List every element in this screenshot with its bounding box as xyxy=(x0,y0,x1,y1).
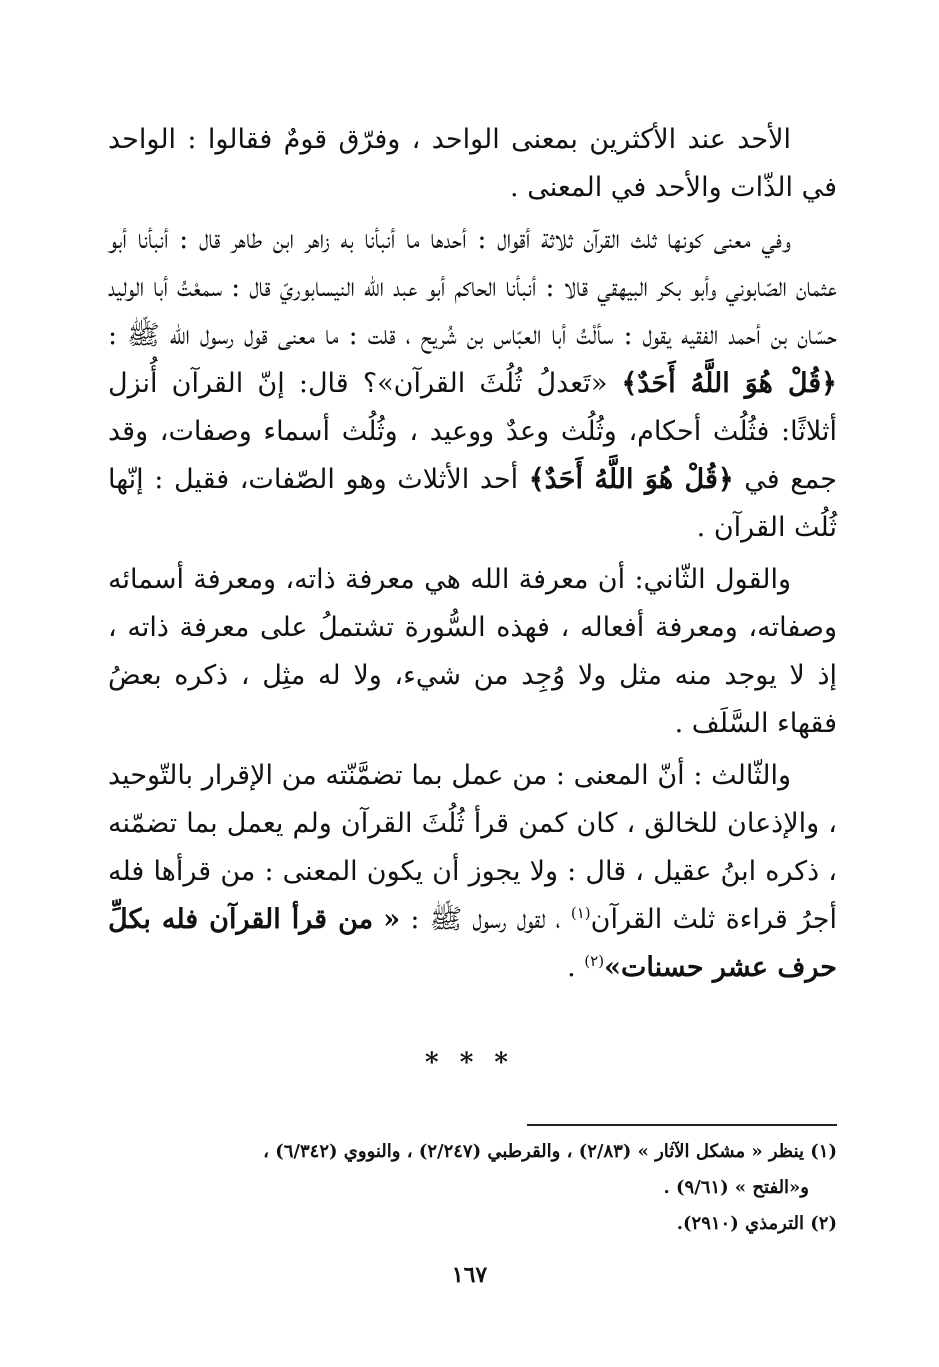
footnotes xyxy=(108,1134,837,1242)
main-text xyxy=(108,116,837,996)
paragraph-4-text-a: والثّالث : أنّ المعنى : من عمل بما تضمَّنّته من الإقرار بالتّوحيد ، والإذعان للخالق ، كان كمن قرأ ثُلُثَ القرآن ولم يعمل بما تضمّنه ، ذكره ابنُ عقيل ، قال : ولا يجوز أن يكون المعنى : من قرأها فله أجرُ قراءة ثلث القرآن xyxy=(108,760,837,935)
footnote-2: (٢) الترمذي (٢٩١٠). xyxy=(676,1213,837,1234)
paragraph-3 xyxy=(108,556,837,748)
hadith-close-quote: » xyxy=(604,952,621,983)
hadith-open-quote: « xyxy=(383,904,401,935)
footnote-rule xyxy=(527,1124,837,1126)
paragraph-2-text-a: وفي معنى كونها ثلث القرآن ثلاثة أقوال : أحدها ما أنبأنا به زاهر ابن طاهر قال : أنبأنا أبو عثمان الصّابوني وأبو بكر البيهقي قالا : أنبأنا الحاكم أبو عبد الله النيسابوريّ قال : سمعْتُ أبا الوليد حسّان بن أحمد الفقيه يقول : سألْتُ أبا العبّاس بن شُريح ، قلت : ما معنى قول رسول الله ﷺ : xyxy=(108,224,837,351)
footnote-1: (١) ينظر « مشكل الآثار » (٢/٨٣) ، والقرطبي (٢/٢٤٧) ، والنووي (٦/٣٤٢) ، xyxy=(263,1141,837,1162)
footnote-1-cont: و«الفتح » (٩/٦١) . xyxy=(663,1177,809,1198)
paragraph-3-text: والقول الثّاني: أن معرفة الله هي معرفة ذاته، ومعرفة أسمائه وصفاته، ومعرفة أفعاله ، فهذه السُّورة تشتملُ على معرفة ذاته ، إذ لا يوجد منه مثل ولا وُجِد من شيء، ولا له مثِل ، ذكره بعضُ فقهاء السَّلَف . xyxy=(108,564,837,739)
paragraph-4-end: . xyxy=(567,952,576,983)
paragraph-4-text-b: ، لقول رسول ﷺ : xyxy=(410,904,561,935)
quran-verse-2: ﴿قُلْ هُوَ اللَّهُ أَحَدٌ﴾ xyxy=(528,464,734,495)
paragraph-1-text: الأحد عند الأكثرين بمعنى الواحد ، وفرّق قومٌ فقالوا : الواحد في الذّات والأحد في المعنى . xyxy=(108,124,837,203)
paragraph-2-text-b: تَعدلُ ثُلُثَ القرآن»؟ قال: إنّ القرآن أُنزل أثلاثًا: فثُلُث أحكام، وثُلُث وعدٌ ووعيد ، وثُلُث أسماء وصفات، وقد جمع في xyxy=(108,368,837,495)
paragraph-4 xyxy=(108,752,837,992)
footnote-ref-2[interactable]: (٢) xyxy=(584,952,605,970)
hadith-text: من قرأ القرآن فله بكلِّ حرف عشر حسنات xyxy=(108,904,837,983)
quran-verse: ﴿قُلْ هُوَ اللَّهُ أَحَدٌ﴾ xyxy=(621,368,837,399)
paragraph-2-text-c: أحد الأثلاث وهو الصّفات، فقيل : إنّها ثُلُث القرآن . xyxy=(108,464,837,543)
section-divider: * * * xyxy=(425,1048,514,1078)
footnote-ref-1[interactable]: (١) xyxy=(570,904,591,922)
paragraph-2: وفي معنى كونها ثلث القرآن ثلاثة أقوال : أحدها ما أنبأنا به زاهر ابن طاهر قال : أنبأنا أبو عثمان الصّابوني وأبو بكر البيهقي قالا : أنبأنا الحاكم أبو عبد الله النيسابوريّ قال : سمعْتُ أبا الوليد حسّان بن أحمد الفقيه يقول : سألْتُ أبا العبّاس بن شُريح ، قلت : ما معنى قول رسول الله ﷺ : ﴿قُلْ هُوَ اللَّهُ أَحَدٌ﴾ «تَعدلُ ثُلُثَ القرآن»؟ قال: إنّ القرآن أُنزل أثلاثًا: فثُلُث أحكام، وثُلُث وعدٌ ووعيد ، وثُلُث أسماء وصفات، وقد جمع في ﴿قُلْ هُوَ اللَّهُ أَحَدٌ﴾ أحد الأثلاث وهو الصّفات، فقيل : إنّها ثُلُث القرآن . xyxy=(108,224,837,543)
paragraph-1 xyxy=(108,116,837,212)
page-number: ١٦٧ xyxy=(451,1262,488,1288)
